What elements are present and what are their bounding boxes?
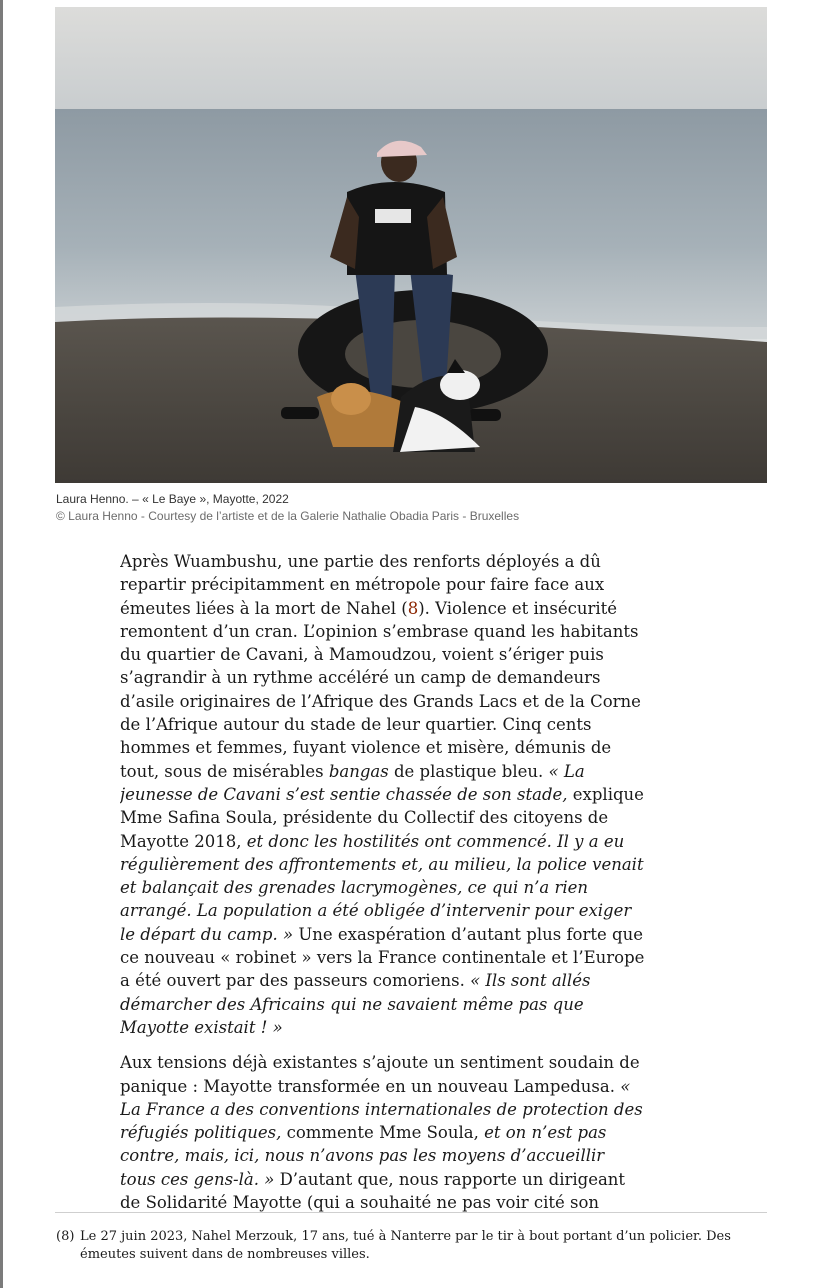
footnote-text: Le 27 juin 2023, Nahel Merzouk, 17 ans, tué à Nanterre par le tir à bout portant d’un policier. Des émeutes suivent dans de nombreuses villes. [80,1229,731,1262]
photo-caption [56,491,519,525]
article-photo [55,7,767,483]
quote: et on n’est pas contre, mais, ici, nous n’avons pas les moyens d’accueillir tous ces gens-là. » [120,1123,607,1189]
footnote-divider [55,1212,767,1213]
quote: « La jeunesse de Cavani s’est sentie chassée de son stade, [120,761,585,804]
article-body [120,550,645,1212]
quote: et donc les hostilités ont commencé. Il y a eu régulièrement des affrontements et, au milieu, la police venait et balançait des grenades lacrymogènes, ce qui n’a rien arrangé. La population a été obligée d’intervenir pour exiger le départ du camp. » [120,831,644,944]
paragraph: Après Wuambushu, une partie des renforts déployés a dû repartir précipitamment en métropole pour faire face aux émeutes liées à la mort de Nahel (8). Violence et insécurité remontent d’un cran. L’opinion s’embrase quand les habitants du quartier de Cavani, à Mamoudzou, voient s’ériger puis s’agrandir à un rythme accéléré un camp de demandeurs d’asile originaires de l’Afrique des Grands Lacs et de la Corne de l’Afrique autour du stade de leur quartier. Cinq cents hommes et femmes, fuyant violence et misère, démunis de tout, sous de misérables bangas de plastique bleu. « La jeunesse de Cavani s’est sentie chassée de son stade, explique Mme Safina Soula, présidente du Collectif des citoyens de Mayotte 2018, et donc les hostilités ont commencé. Il y a eu régulièrement des affrontements et, au milieu, la police venait et balançait des grenades lacrymogènes, ce qui n’a rien arrangé. La population a été obligée d’intervenir pour exiger le départ du camp. » Une exaspération d’autant plus forte que ce nouveau « robinet » vers la France continentale et l’Europe a été ouvert par des passeurs comoriens. « Ils sont allés démarcher des Africains qui ne savaient même pas que Mayotte existait ! » [120,552,645,1037]
footnote-number[interactable]: (8) [56,1229,75,1244]
footnote-link[interactable]: 8 [407,598,419,618]
left-border [0,0,3,1288]
caption-credit: © Laura Henno - Courtesy de l’artiste et de la Galerie Nathalie Obadia Paris - Bruxelles [56,509,520,523]
paragraph: Aux tensions déjà existantes s’ajoute un sentiment soudain de panique : Mayotte transformée en un nouveau Lampedusa. « La France a des conventions internationales de protection des réfugiés politiques, commente Mme Soula, et on n’est pas contre, mais, ici, nous n’avons pas les moyens d’accueillir tous ces gens-là. » D’autant que, nous rapporte un dirigeant de Solidarité Mayotte (qui a souhaité ne pas voir cité son [120,1053,643,1212]
quote: « La France a des conventions internationales de protection des réfugiés politiques, [120,1076,643,1143]
quote: « Ils sont allés démarcher des Africains qui ne savaient même pas que Mayotte existait ! » [120,971,591,1037]
footnote [56,1228,768,1264]
caption-title: Laura Henno. – « Le Baye », Mayotte, 2022 [56,492,289,506]
